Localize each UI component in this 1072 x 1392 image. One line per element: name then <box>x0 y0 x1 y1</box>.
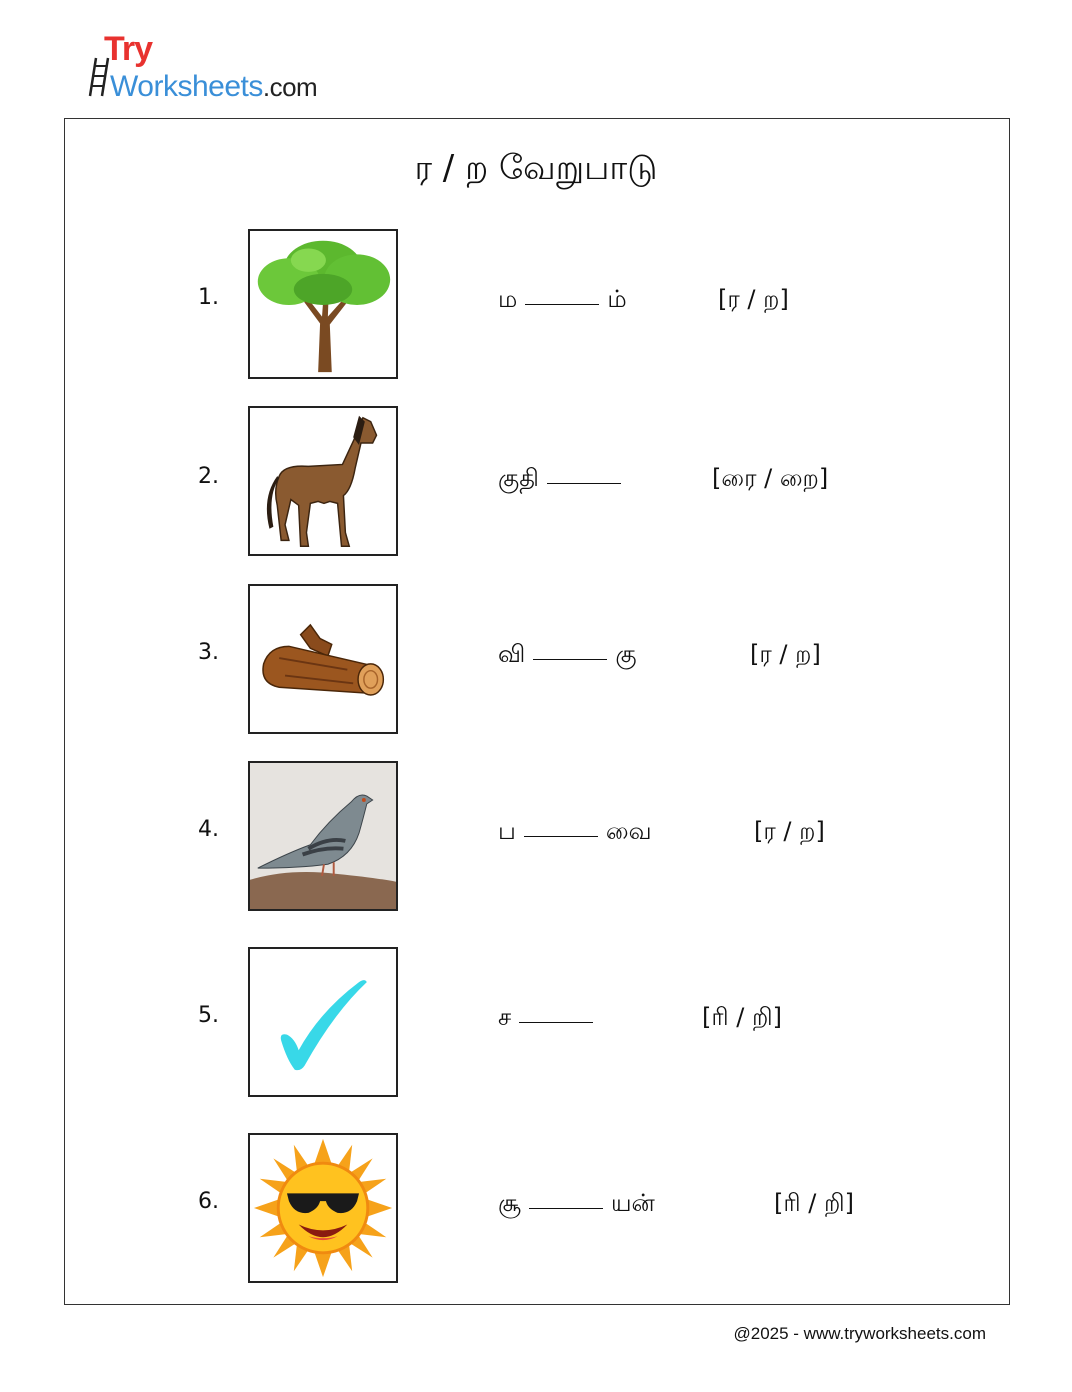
word-suffix: கு <box>615 640 637 668</box>
logo-try-text: Try <box>104 30 153 68</box>
word-suffix: யன் <box>610 1189 655 1217</box>
sun-picture <box>248 1133 398 1283</box>
fill-in-word <box>498 640 637 671</box>
answer-options: [ரி / றி] <box>702 1003 782 1031</box>
word-prefix: ப <box>498 817 516 845</box>
fill-in-word <box>498 464 629 495</box>
exercise-row <box>0 406 1072 558</box>
word-prefix: வி <box>498 640 526 668</box>
logo-worksheets-text <box>110 70 317 104</box>
item-number: 6. <box>198 1189 219 1214</box>
sun-icon <box>250 1135 396 1281</box>
answer-options: [ரி / றி] <box>774 1189 854 1217</box>
answer-options: [ர / ற] <box>718 285 789 313</box>
exercise-row <box>0 584 1072 736</box>
word-suffix: ம் <box>607 285 627 313</box>
item-number: 5. <box>198 1003 219 1028</box>
answer-options: [ர / ற] <box>754 817 825 845</box>
answer-blank[interactable] <box>525 304 599 305</box>
log-icon <box>250 586 396 732</box>
fill-in-word <box>498 1189 655 1220</box>
word-prefix: சூ <box>498 1189 521 1217</box>
answer-blank[interactable] <box>519 1022 593 1023</box>
answer-blank[interactable] <box>524 836 598 837</box>
exercise-row <box>0 229 1072 381</box>
item-number: 4. <box>198 817 219 842</box>
fill-in-word <box>498 817 652 848</box>
tree-icon <box>250 231 396 377</box>
logo-com: .com <box>262 72 318 102</box>
logo-worksheets: Worksheets <box>110 70 263 103</box>
answer-blank[interactable] <box>529 1208 603 1209</box>
site-logo <box>88 30 338 105</box>
word-prefix: குதி <box>498 464 539 492</box>
exercise-row <box>0 1133 1072 1285</box>
word-suffix: வை <box>605 817 652 845</box>
exercise-row <box>0 761 1072 913</box>
log-picture <box>248 584 398 734</box>
worksheet-title: ர / ற வேறுபாடு <box>414 148 658 188</box>
answer-blank[interactable] <box>547 483 621 484</box>
item-number: 2. <box>198 464 219 489</box>
copyright-footer: @2025 - www.tryworksheets.com <box>733 1324 986 1343</box>
horse-picture <box>248 406 398 556</box>
item-number: 1. <box>198 285 219 310</box>
item-number: 3. <box>198 640 219 665</box>
answer-options: [ர / ற] <box>750 640 821 668</box>
check-mark-icon <box>250 949 396 1095</box>
fill-in-word <box>498 1003 601 1034</box>
answer-options: [ரை / றை] <box>712 464 829 492</box>
check-mark-picture <box>248 947 398 1097</box>
tree-picture <box>248 229 398 379</box>
word-prefix: ம <box>498 285 518 313</box>
answer-blank[interactable] <box>533 659 607 660</box>
pigeon-icon <box>250 763 396 909</box>
pigeon-picture <box>248 761 398 911</box>
word-prefix: ச <box>498 1003 512 1031</box>
horse-icon <box>250 408 396 554</box>
fill-in-word <box>498 285 627 316</box>
exercise-row <box>0 947 1072 1099</box>
